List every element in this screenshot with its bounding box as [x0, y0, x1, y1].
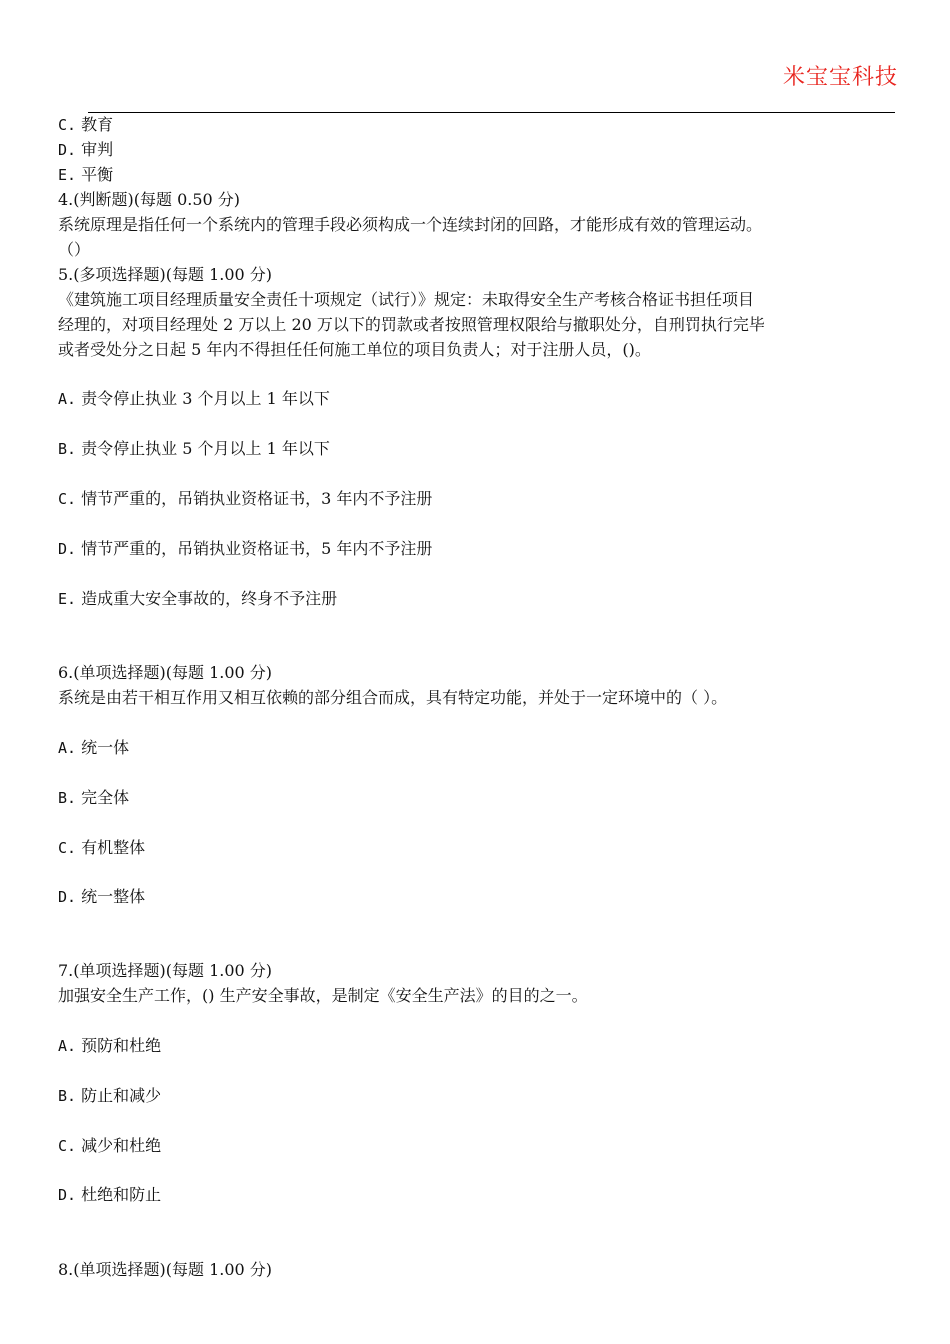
q5-option-e — [58, 589, 337, 609]
q4-text-line1: 系统原理是指任何一个系统内的管理手段必须构成一个连续封闭的回路，才能形成有效的管理运动。 — [58, 215, 763, 234]
q6-option-b — [58, 788, 129, 808]
option-text: 教育 — [81, 115, 114, 134]
q5-text-line1: 《建筑施工项目经理质量安全责任十项规定（试行）》规定：未取得安全生产考核合格证书担任项目 — [58, 290, 755, 309]
q5-option-d — [58, 539, 432, 559]
option-text: 造成重大安全事故的，终身不予注册 — [81, 589, 338, 608]
option-letter: C. — [58, 839, 77, 857]
option-text: 完全体 — [81, 788, 130, 807]
option-text: 统一体 — [81, 738, 130, 757]
q5-option-a — [58, 389, 330, 409]
option-text: 有机整体 — [81, 838, 146, 857]
q8-header: 8.(单项选择题)(每题 1.00 分) — [58, 1260, 273, 1279]
q5-text-line3: 或者受处分之日起 5 年内不得担任任何施工单位的项目负责人；对于注册人员，()。 — [58, 340, 651, 359]
q7-option-a — [58, 1036, 161, 1056]
option-letter: B. — [58, 789, 77, 807]
option-letter: E. — [58, 166, 77, 184]
header-rule — [88, 112, 895, 113]
q6-text: 系统是由若干相互作用又相互依赖的部分组合而成，具有特定功能，并处于一定环境中的（ ）。 — [58, 688, 728, 707]
option-text: 减少和杜绝 — [81, 1136, 162, 1155]
option-text: 责令停止执业 5 个月以上 1 年以下 — [81, 439, 330, 458]
option-text: 防止和减少 — [81, 1086, 162, 1105]
option-letter: C. — [58, 1137, 77, 1155]
option-letter: D. — [58, 141, 77, 159]
brand-logo: 米宝宝科技 — [782, 65, 898, 90]
q5-text-line2: 经理的，对项目经理处 2 万以上 20 万以下的罚款或者按照管理权限给与撤职处分，自刑罚执行完毕 — [58, 315, 765, 334]
option-text: 审判 — [81, 140, 114, 159]
q5-header: 5.(多项选择题)(每题 1.00 分) — [58, 265, 273, 284]
q7-header: 7.(单项选择题)(每题 1.00 分) — [58, 961, 273, 980]
option-letter: B. — [58, 440, 77, 458]
option-text: 预防和杜绝 — [81, 1036, 162, 1055]
option-text: 责令停止执业 3 个月以上 1 年以下 — [81, 389, 330, 408]
option-letter: C. — [58, 116, 77, 134]
option-letter: A. — [58, 390, 77, 408]
option-text: 情节严重的，吊销执业资格证书，3 年内不予注册 — [81, 489, 433, 508]
q6-header: 6.(单项选择题)(每题 1.00 分) — [58, 663, 273, 682]
q3-option-d — [58, 140, 113, 160]
q3-option-c — [58, 115, 113, 135]
q6-option-d — [58, 887, 145, 907]
q7-text: 加强安全生产工作，() 生产安全事故，是制定《安全生产法》的目的之一。 — [58, 986, 588, 1005]
q3-option-e — [58, 165, 113, 185]
option-text: 统一整体 — [81, 887, 146, 906]
q7-option-b — [58, 1086, 161, 1106]
q7-option-c — [58, 1136, 161, 1156]
option-letter: A. — [58, 739, 77, 757]
q6-option-c — [58, 838, 145, 858]
option-letter: D. — [58, 888, 77, 906]
option-text: 杜绝和防止 — [81, 1185, 162, 1204]
option-letter: E. — [58, 590, 77, 608]
option-letter: D. — [58, 540, 77, 558]
option-letter: B. — [58, 1087, 77, 1105]
option-text: 平衡 — [81, 165, 114, 184]
q5-option-b — [58, 439, 330, 459]
q4-text-line2: （） — [58, 240, 91, 259]
q5-option-c — [58, 489, 432, 509]
option-text: 情节严重的，吊销执业资格证书，5 年内不予注册 — [81, 539, 433, 558]
option-letter: D. — [58, 1186, 77, 1204]
q4-header: 4.(判断题)(每题 0.50 分) — [58, 190, 241, 209]
option-letter: A. — [58, 1037, 77, 1055]
option-letter: C. — [58, 490, 77, 508]
q6-option-a — [58, 738, 129, 758]
q7-option-d — [58, 1185, 161, 1205]
